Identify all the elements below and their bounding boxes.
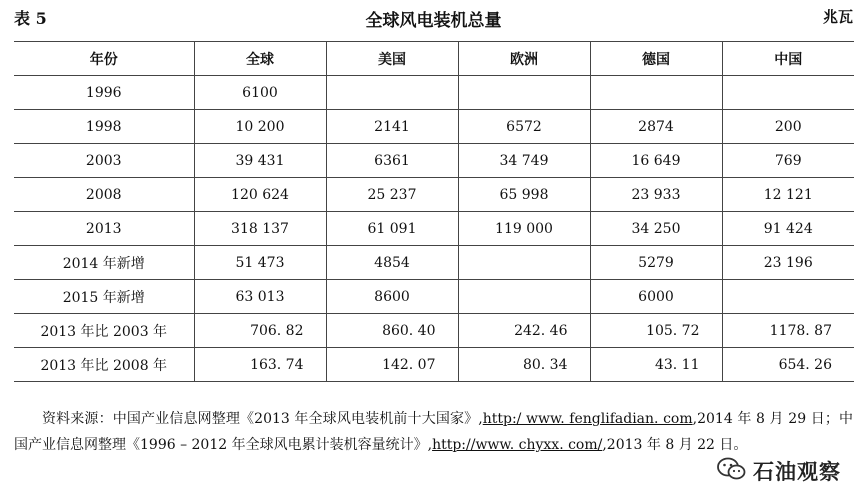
table-row xyxy=(14,280,854,314)
global-cell: 51 473 xyxy=(194,246,326,280)
usa-cell: 2141 xyxy=(326,110,458,144)
year-cell: 2013 年比 2008 年 xyxy=(14,348,194,382)
source-text: 资料来源：中国产业信息网整理《2013 年全球风电装机前十大国家》, xyxy=(42,411,483,427)
column-header-global: 全球 xyxy=(194,42,326,76)
table-row xyxy=(14,314,854,348)
column-header-europe: 欧洲 xyxy=(458,42,590,76)
germany-cell: 6000 xyxy=(590,280,722,314)
source-note xyxy=(14,406,853,458)
usa-cell: 8600 xyxy=(326,280,458,314)
column-header-usa: 美国 xyxy=(326,42,458,76)
china-cell: 769 xyxy=(722,144,854,178)
usa-cell: 142. 07 xyxy=(326,348,458,382)
global-cell: 63 013 xyxy=(194,280,326,314)
germany-cell: 2874 xyxy=(590,110,722,144)
usa-cell: 860. 40 xyxy=(326,314,458,348)
unit-label: 兆瓦 xyxy=(822,8,853,26)
europe-cell: 242. 46 xyxy=(458,314,590,348)
china-cell: 23 196 xyxy=(722,246,854,280)
source-text: ,2014 年 8 月 29 日；中国产业信息网整理《1996 – 2012 年全球风电累计装机容量统计》, xyxy=(14,411,853,453)
watermark xyxy=(717,456,841,486)
year-cell: 2014 年新增 xyxy=(14,246,194,280)
global-cell: 6100 xyxy=(194,76,326,110)
germany-cell: 5279 xyxy=(590,246,722,280)
europe-cell: 34 749 xyxy=(458,144,590,178)
column-header-china: 中国 xyxy=(722,42,854,76)
europe-cell xyxy=(458,280,590,314)
china-cell: 200 xyxy=(722,110,854,144)
watermark-text: 石油观察 xyxy=(753,460,841,484)
table-title: 全球风电装机总量 xyxy=(365,11,502,31)
source-text: ,2013 年 8 月 22 日。 xyxy=(602,437,748,453)
column-header-germany: 德国 xyxy=(590,42,722,76)
year-cell: 2013 年比 2003 年 xyxy=(14,314,194,348)
europe-cell xyxy=(458,76,590,110)
global-cell: 120 624 xyxy=(194,178,326,212)
china-cell: 654. 26 xyxy=(722,348,854,382)
table-header xyxy=(14,6,853,32)
year-cell: 2013 xyxy=(14,212,194,246)
table-row xyxy=(14,110,854,144)
germany-cell: 34 250 xyxy=(590,212,722,246)
usa-cell: 6361 xyxy=(326,144,458,178)
usa-cell: 25 237 xyxy=(326,178,458,212)
year-cell: 2015 年新增 xyxy=(14,280,194,314)
global-cell: 39 431 xyxy=(194,144,326,178)
global-cell: 163. 74 xyxy=(194,348,326,382)
wechat-icon xyxy=(717,456,747,486)
europe-cell: 80. 34 xyxy=(458,348,590,382)
china-cell: 1178. 87 xyxy=(722,314,854,348)
germany-cell: 43. 11 xyxy=(590,348,722,382)
table-row xyxy=(14,178,854,212)
germany-cell: 23 933 xyxy=(590,178,722,212)
table-row xyxy=(14,144,854,178)
china-cell xyxy=(722,76,854,110)
germany-cell: 16 649 xyxy=(590,144,722,178)
china-cell: 12 121 xyxy=(722,178,854,212)
germany-cell: 105. 72 xyxy=(590,314,722,348)
year-cell: 2008 xyxy=(14,178,194,212)
usa-cell: 4854 xyxy=(326,246,458,280)
global-cell: 318 137 xyxy=(194,212,326,246)
year-cell: 1996 xyxy=(14,76,194,110)
source-link-chyxx[interactable]: http://www. chyxx. com/ xyxy=(432,437,603,453)
table-row xyxy=(14,212,854,246)
table-row xyxy=(14,348,854,382)
table-row xyxy=(14,246,854,280)
column-header-year: 年份 xyxy=(14,42,194,76)
source-link-fenglifadian[interactable]: http:/ www. fenglifadian. com xyxy=(482,411,693,427)
usa-cell xyxy=(326,76,458,110)
table-label: 表 5 xyxy=(14,9,47,28)
china-cell: 91 424 xyxy=(722,212,854,246)
table-row xyxy=(14,76,854,110)
global-cell: 10 200 xyxy=(194,110,326,144)
europe-cell: 65 998 xyxy=(458,178,590,212)
europe-cell xyxy=(458,246,590,280)
europe-cell: 119 000 xyxy=(458,212,590,246)
china-cell xyxy=(722,280,854,314)
global-cell: 706. 82 xyxy=(194,314,326,348)
year-cell: 2003 xyxy=(14,144,194,178)
table-header-row xyxy=(14,42,854,76)
usa-cell: 61 091 xyxy=(326,212,458,246)
wind-capacity-table xyxy=(14,41,854,382)
germany-cell xyxy=(590,76,722,110)
year-cell: 1998 xyxy=(14,110,194,144)
europe-cell: 6572 xyxy=(458,110,590,144)
